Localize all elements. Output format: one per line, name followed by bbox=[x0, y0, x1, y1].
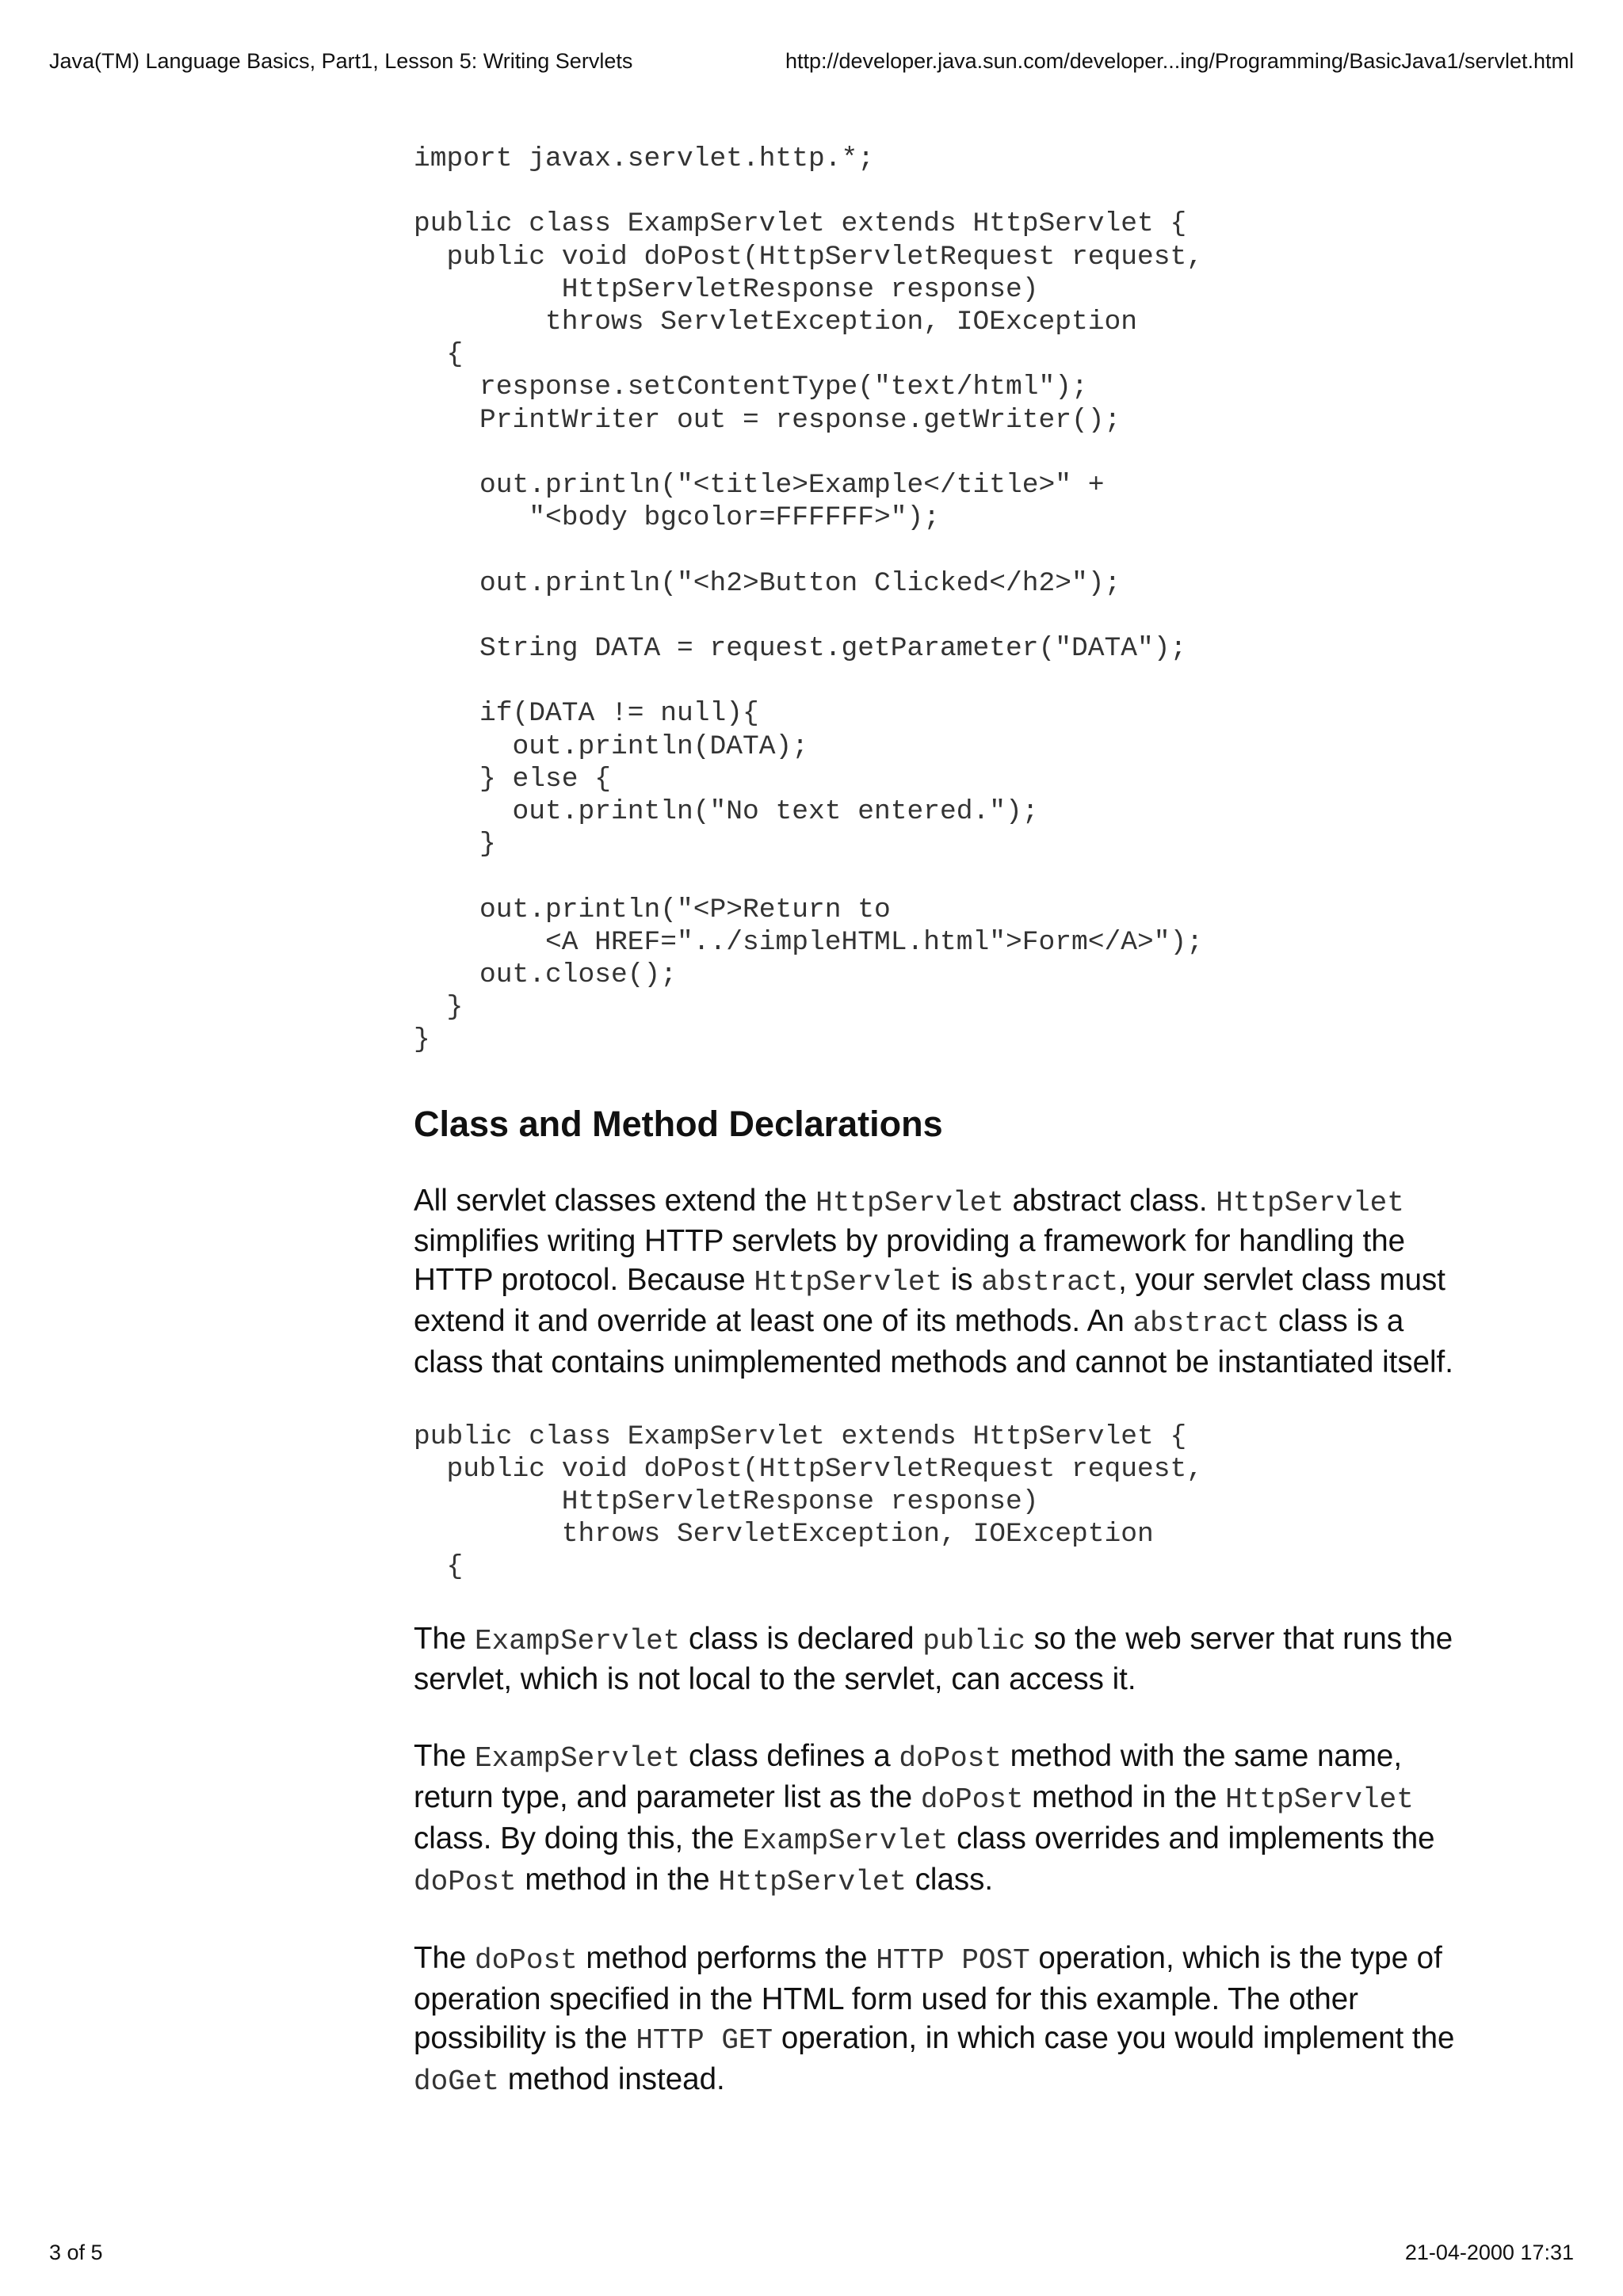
paragraph-servlet-classes: All servlet classes extend the HttpServlet abstract class. HttpServlet simplifies writing HTTP servlets by providing a framework for handling the HTTP protocol. Because HttpServlet is abstract, your servlet class must extend it and override at least one of its methods. An abstract class is a class that contains unimplemented methods and cannot be instantiated itself. bbox=[414, 1183, 1453, 1379]
code-block-declaration: public class ExampServlet extends HttpServlet { public void doPost(HttpServletRequest request, HttpServletResponse response) throws ServletException, IOException { bbox=[414, 1421, 1204, 1583]
page-title: Java(TM) Language Basics, Part1, Lesson 5: Writing Servlets bbox=[49, 49, 633, 73]
paragraph-public-class: The ExampServlet class is declared public so the web server that runs the servlet, which is not local to the servlet, can access it. bbox=[414, 1621, 1453, 1697]
print-header bbox=[49, 49, 1574, 81]
page-number: 3 of 5 bbox=[49, 2241, 103, 2264]
section-heading: Class and Method Declarations bbox=[414, 1103, 943, 1144]
print-footer bbox=[49, 2241, 1574, 2272]
print-datetime: 21-04-2000 17:31 bbox=[1404, 2241, 1574, 2264]
page-url: http://developer.java.sun.com/developer...ing/Programming/BasicJava1/servlet.html bbox=[785, 49, 1574, 73]
paragraph-dopost-override: The ExampServlet class defines a doPost method with the same name, return type, and parameter list as the doPost method in the HttpServlet class. By doing this, the ExampServlet class overrides and implements the doPost method in the HttpServlet class. bbox=[414, 1739, 1435, 1898]
document-content bbox=[414, 143, 1507, 2140]
paragraph-http-post: The doPost method performs the HTTP POST operation, which is the type of operation specified in the HTML form used for this example. The other possibility is the HTTP GET operation, in which case you would implement the doGet method instead. bbox=[414, 1941, 1455, 2098]
code-block-servlet: import javax.servlet.http.*; public class ExampServlet extends HttpServlet { public void doPost(HttpServletRequest request, HttpServletResponse response) throws ServletException, IOException { response.setContentType("text/html"); PrintWriter out = response.getWriter(); out.println("<title>Example</title>" + "<body bgcolor=FFFFFF>"); out.println("<h2>Button Clicked</h2>"); String DATA = request.getParameter("DATA"); if(DATA != null){ out.println(DATA); } else { out.println("No text entered."); } out.println("<P>Return to <A HREF="../simpleHTML.html">Form</A>"); out.close(); } } bbox=[414, 143, 1204, 1056]
